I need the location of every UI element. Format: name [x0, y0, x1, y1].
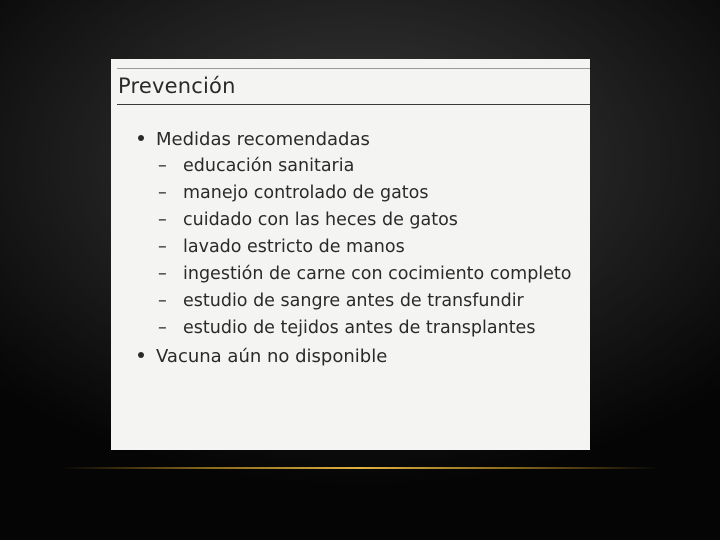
bullet-text: Vacuna aún no disponible: [156, 346, 388, 367]
dash-marker: –: [158, 183, 167, 203]
dash-marker: –: [158, 264, 167, 284]
bullet-item: [138, 129, 370, 150]
dash-marker: –: [158, 237, 167, 257]
bullet-text: Medidas recomendadas: [156, 129, 370, 150]
sub-item-text: educación sanitaria: [183, 156, 355, 176]
sub-item-text: ingestión de carne con cocimiento completo: [183, 264, 572, 284]
sub-item-text: estudio de tejidos antes de transplantes: [183, 318, 536, 338]
bullet-list: [111, 59, 590, 450]
sub-item: [158, 183, 428, 203]
dash-marker: –: [158, 318, 167, 338]
dash-marker: –: [158, 156, 167, 176]
dash-marker: –: [158, 210, 167, 230]
sub-item: [158, 156, 354, 176]
sub-item-text: cuidado con las heces de gatos: [183, 210, 458, 230]
gold-divider-line: [60, 467, 660, 469]
dash-marker: –: [158, 291, 167, 311]
sub-item-text: manejo controlado de gatos: [183, 183, 429, 203]
bullet-dot-icon: [138, 352, 144, 358]
sub-item: [158, 210, 458, 230]
sub-item: [158, 318, 535, 338]
slide-title: Prevención: [118, 74, 236, 98]
sub-item: [158, 237, 405, 257]
sub-item-text: lavado estricto de manos: [183, 237, 405, 257]
bullet-item: [138, 346, 387, 367]
sub-item: [158, 291, 524, 311]
bullet-dot-icon: [138, 135, 144, 141]
scanned-slide-image: [111, 59, 590, 450]
sub-item-text: estudio de sangre antes de transfundir: [183, 291, 524, 311]
sub-item: [158, 264, 572, 284]
